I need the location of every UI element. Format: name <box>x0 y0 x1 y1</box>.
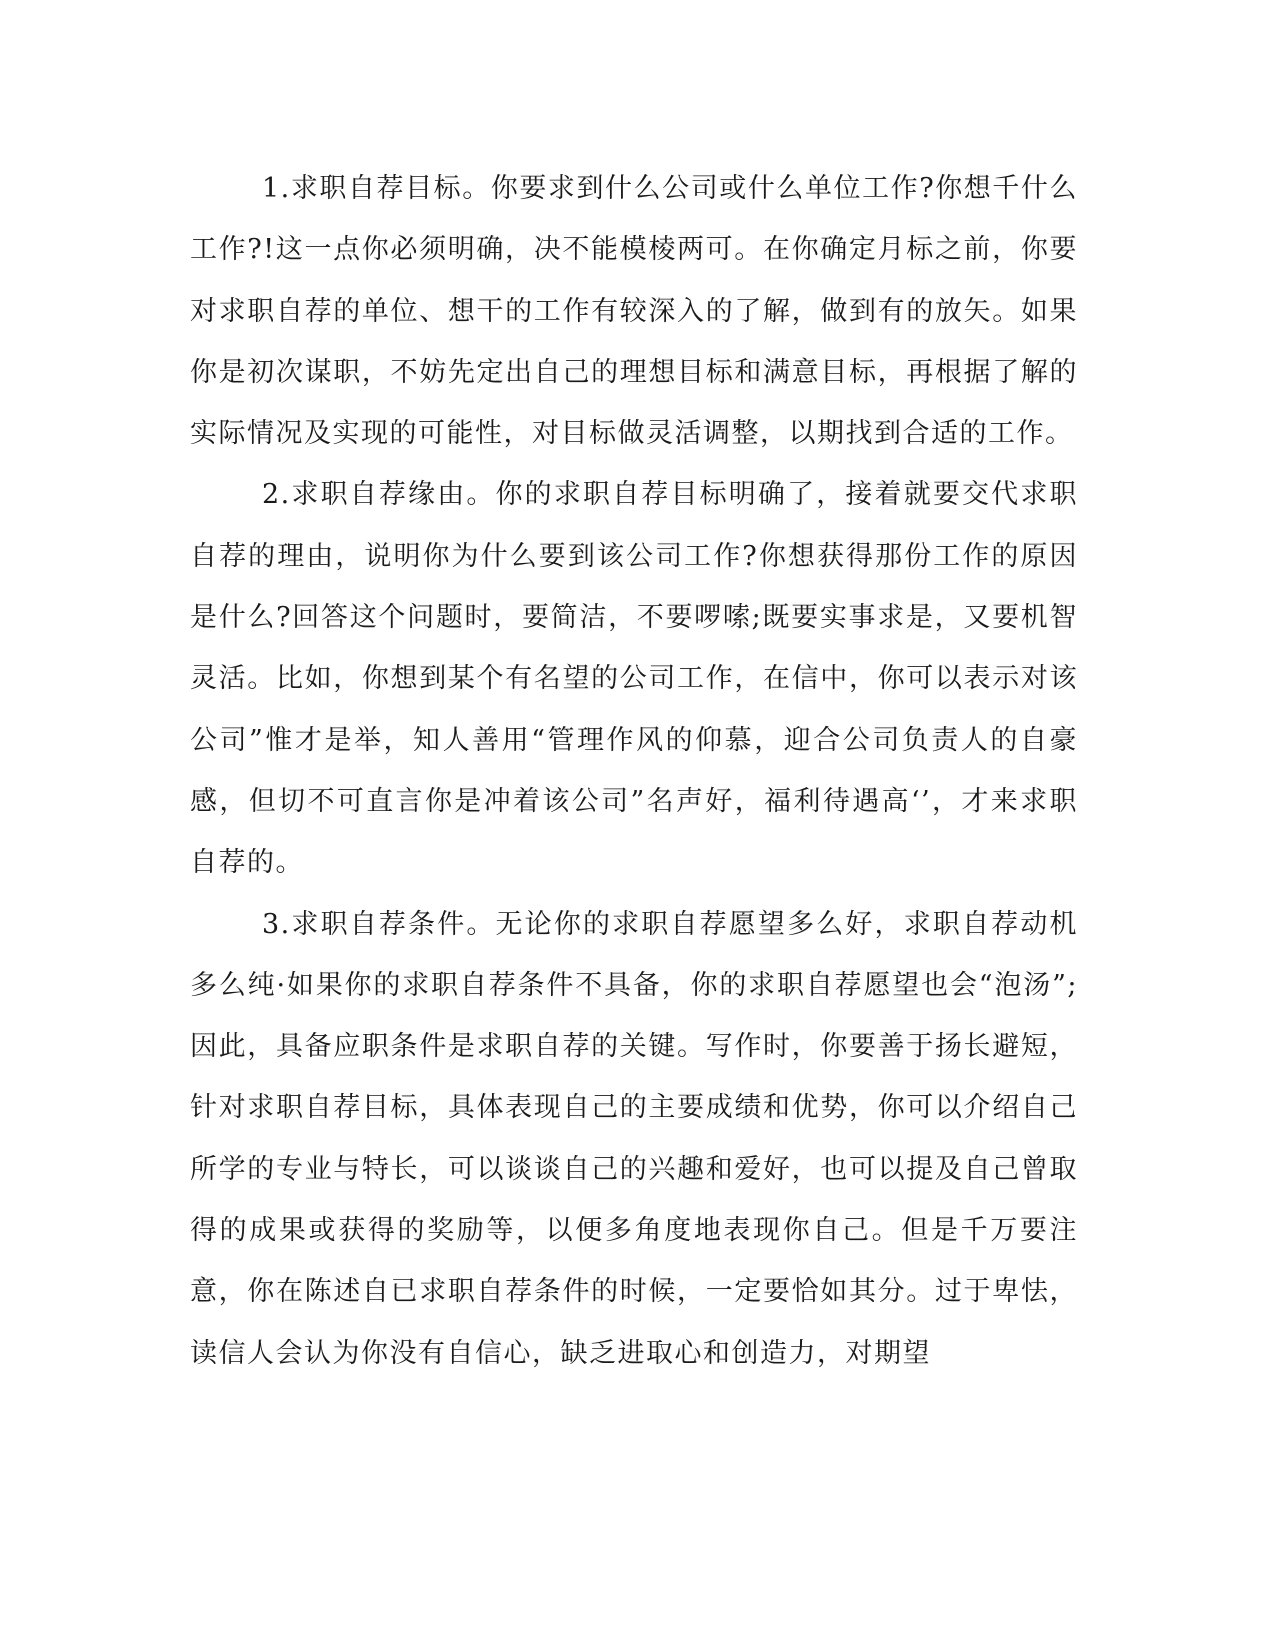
paragraph-job-reason: 2.求职自荐缘由。你的求职自荐目标明确了，接着就要交代求职自荐的理由，说明你为什么要到该公司工作?你想获得那份工作的原因是什么?回答这个问题时，要简洁，不要啰嗦;既要实事求是，又要机智灵活。比如，你想到某个有名望的公司工作，在信中，你可以表示对该公司”惟才是举，知人善用“管理作风的仰慕，迎合公司负责人的自豪感，但切不可直言你是冲着该公司”名声好，福利待遇高‘’，才来求职自荐的。 <box>190 479 1078 879</box>
paragraph-job-target: 1.求职自荐目标。你要求到什么公司或什么单位工作?你想千什么工作?!这一点你必须明确，决不能模棱两可。在你确定月标之前，你要对求职自荐的单位、想干的工作有较深入的了解，做到有的放矢。如果你是初次谋职，不妨先定出自己的理想目标和满意目标，再根据了解的实际情况及实现的可能性，对目标做灵活调整，以期找到合适的工作。 <box>190 173 1078 450</box>
document-body <box>190 158 1078 1384</box>
paragraph-job-conditions: 3.求职自荐条件。无论你的求职自荐愿望多么好，求职自荐动机多么纯·如果你的求职自荐条件不具备，你的求职自荐愿望也会“泡汤”;因此，具备应职条件是求职自荐的关键。写作时，你要善于扬长避短，针对求职自荐目标，具体表现自己的主要成绩和优势，你可以介绍自己所学的专业与特长，可以谈谈自己的兴趣和爱好，也可以提及自己曾取得的成果或获得的奖励等，以便多角度地表现你自己。但是千万要注意，你在陈述自已求职自荐条件的时候，一定要恰如其分。过于卑怯，读信人会认为你没有自信心，缺乏进取心和创造力，对期望 <box>190 908 1078 1369</box>
